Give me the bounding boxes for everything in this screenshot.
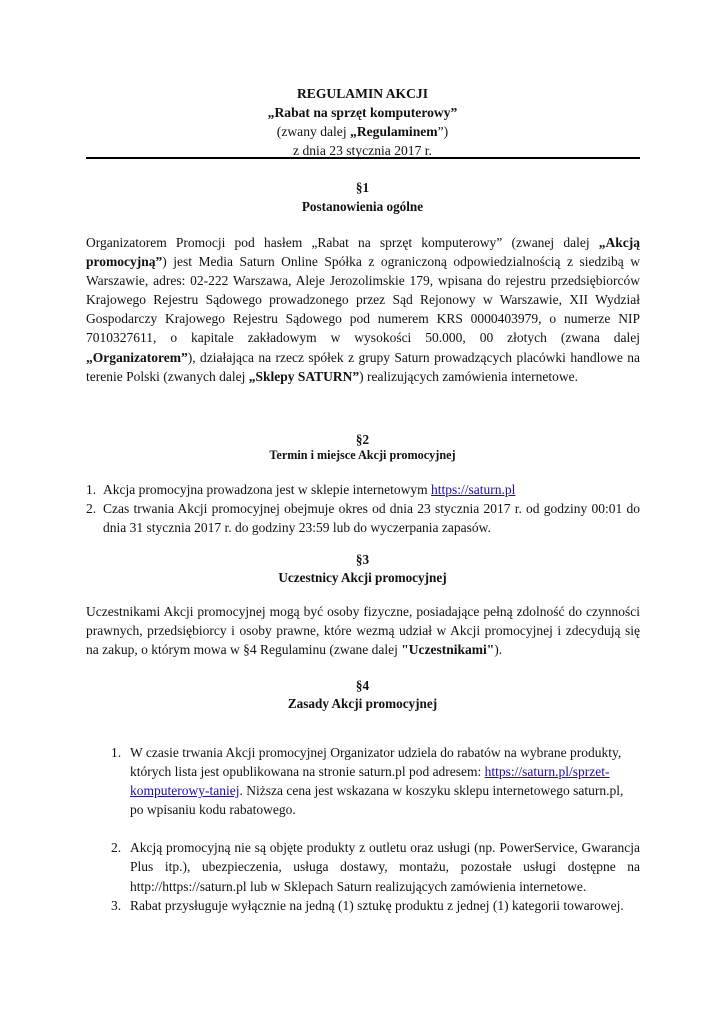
section-3-title: Uczestnicy Akcji promocyjnej (278, 570, 447, 585)
section-4-number: §4 (355, 678, 370, 693)
section-4-title: Zasady Akcji promocyjnej (287, 696, 438, 711)
list-item: 1. W czasie trwania Akcji promocyjnej Organizator udziela do rabatów na wybrane produkty, których lista jest opublikowana na stronie saturn.pl pod adresem: https://saturn.pl/sprzet-komputerowy-taniej. Niższa cena jest wskazana w koszyku sklepu internetowego saturn.pl, po wpisaniu kodu rabatowego. (111, 745, 624, 818)
section-1-title: Postanowienia ogólne (301, 199, 424, 214)
list-item: 1. Akcja promocyjna prowadzona jest w sklepie internetowym https://saturn.pl (86, 482, 516, 497)
saturn-link[interactable]: https://saturn.pl (431, 482, 516, 497)
list-item: 3. Rabat przysługuje wyłącznie na jedną (1) sztukę produktu z jednej (1) kategorii towarowej. (111, 897, 624, 913)
doc-date: z dnia 23 stycznia 2017 r. (293, 143, 432, 158)
section-1-number: §1 (355, 180, 370, 195)
list-item: 2. Czas trwania Akcji promocyjnej obejmuje okres od dnia 23 stycznia 2017 r. od godziny 00:01 do dnia 31 stycznia 2017 r. do godziny 23:59 lub do wyczerpania zapasów. (86, 501, 640, 536)
section-2-title: Termin i miejsce Akcji promocyjnej (269, 448, 456, 462)
doc-alias: (zwany dalej „Regulaminem”) (276, 124, 449, 139)
document-header (0, 84, 725, 160)
header-divider (86, 157, 640, 159)
section-1-paragraph: Organizatorem Promocji pod hasłem „Rabat na sprzęt komputerowy” (zwanej dalej „Akcją promocyjną”) jest Media Saturn Online Spółka z ograniczoną odpowiedzialnością z siedzibą w Warszawie, adres: 02-222 Warszawa, Aleje Jerozolimskie 179, wpisana do rejestru przedsiębiorców Krajowego Rejestru Sądowego prowadzonego przez Sąd Rejonowy w Warszawie, XII Wydział Gospodarczy Krajowego Rejestru Sądowego pod numerem KRS 0000403979, o numerze NIP 7010327611, o kapitale zakładowym w wysokości 50.000, 00 złotych (zwana dalej „Organizatorem”), działająca na rzecz spółek z grupy Saturn prowadzących placówki handlowe na terenie Polski (zwanych dalej „Sklepy SATURN”) realizujących zamówienia internetowe. (86, 235, 640, 384)
section-3-paragraph: Uczestnikami Akcji promocyjnej mogą być osoby fizyczne, posiadające pełną zdolność do czynności prawnych, przedsiębiorcy i osoby prawne, które wezmą udział w Akcji promocyjnej i zdecydują się na zakup, o którym mowa w §4 Regulaminu (zwane dalej "Uczestnikami"). (86, 604, 640, 658)
promo-products-link[interactable]: https://saturn.pl/sprzet-komputerowy-taniej (130, 764, 610, 799)
doc-title: REGULAMIN AKCJI (296, 86, 429, 101)
doc-subtitle: „Rabat na sprzęt komputerowy” (267, 105, 458, 120)
section-2-number: §2 (355, 432, 370, 447)
list-item: 2. Akcją promocyjną nie są objęte produkty z outletu oraz usługi (np. PowerService, Gwarancja Plus itp.), ubezpieczenia, usługa dostawy, montażu, pozostałe usługi dostępne na http://https://saturn.pl lub w Sklepach Saturn realizujących zamówienia internetowe. (111, 840, 640, 894)
section-3-number: §3 (355, 552, 370, 567)
section-4-list (111, 743, 640, 915)
section-2-list (86, 480, 640, 537)
